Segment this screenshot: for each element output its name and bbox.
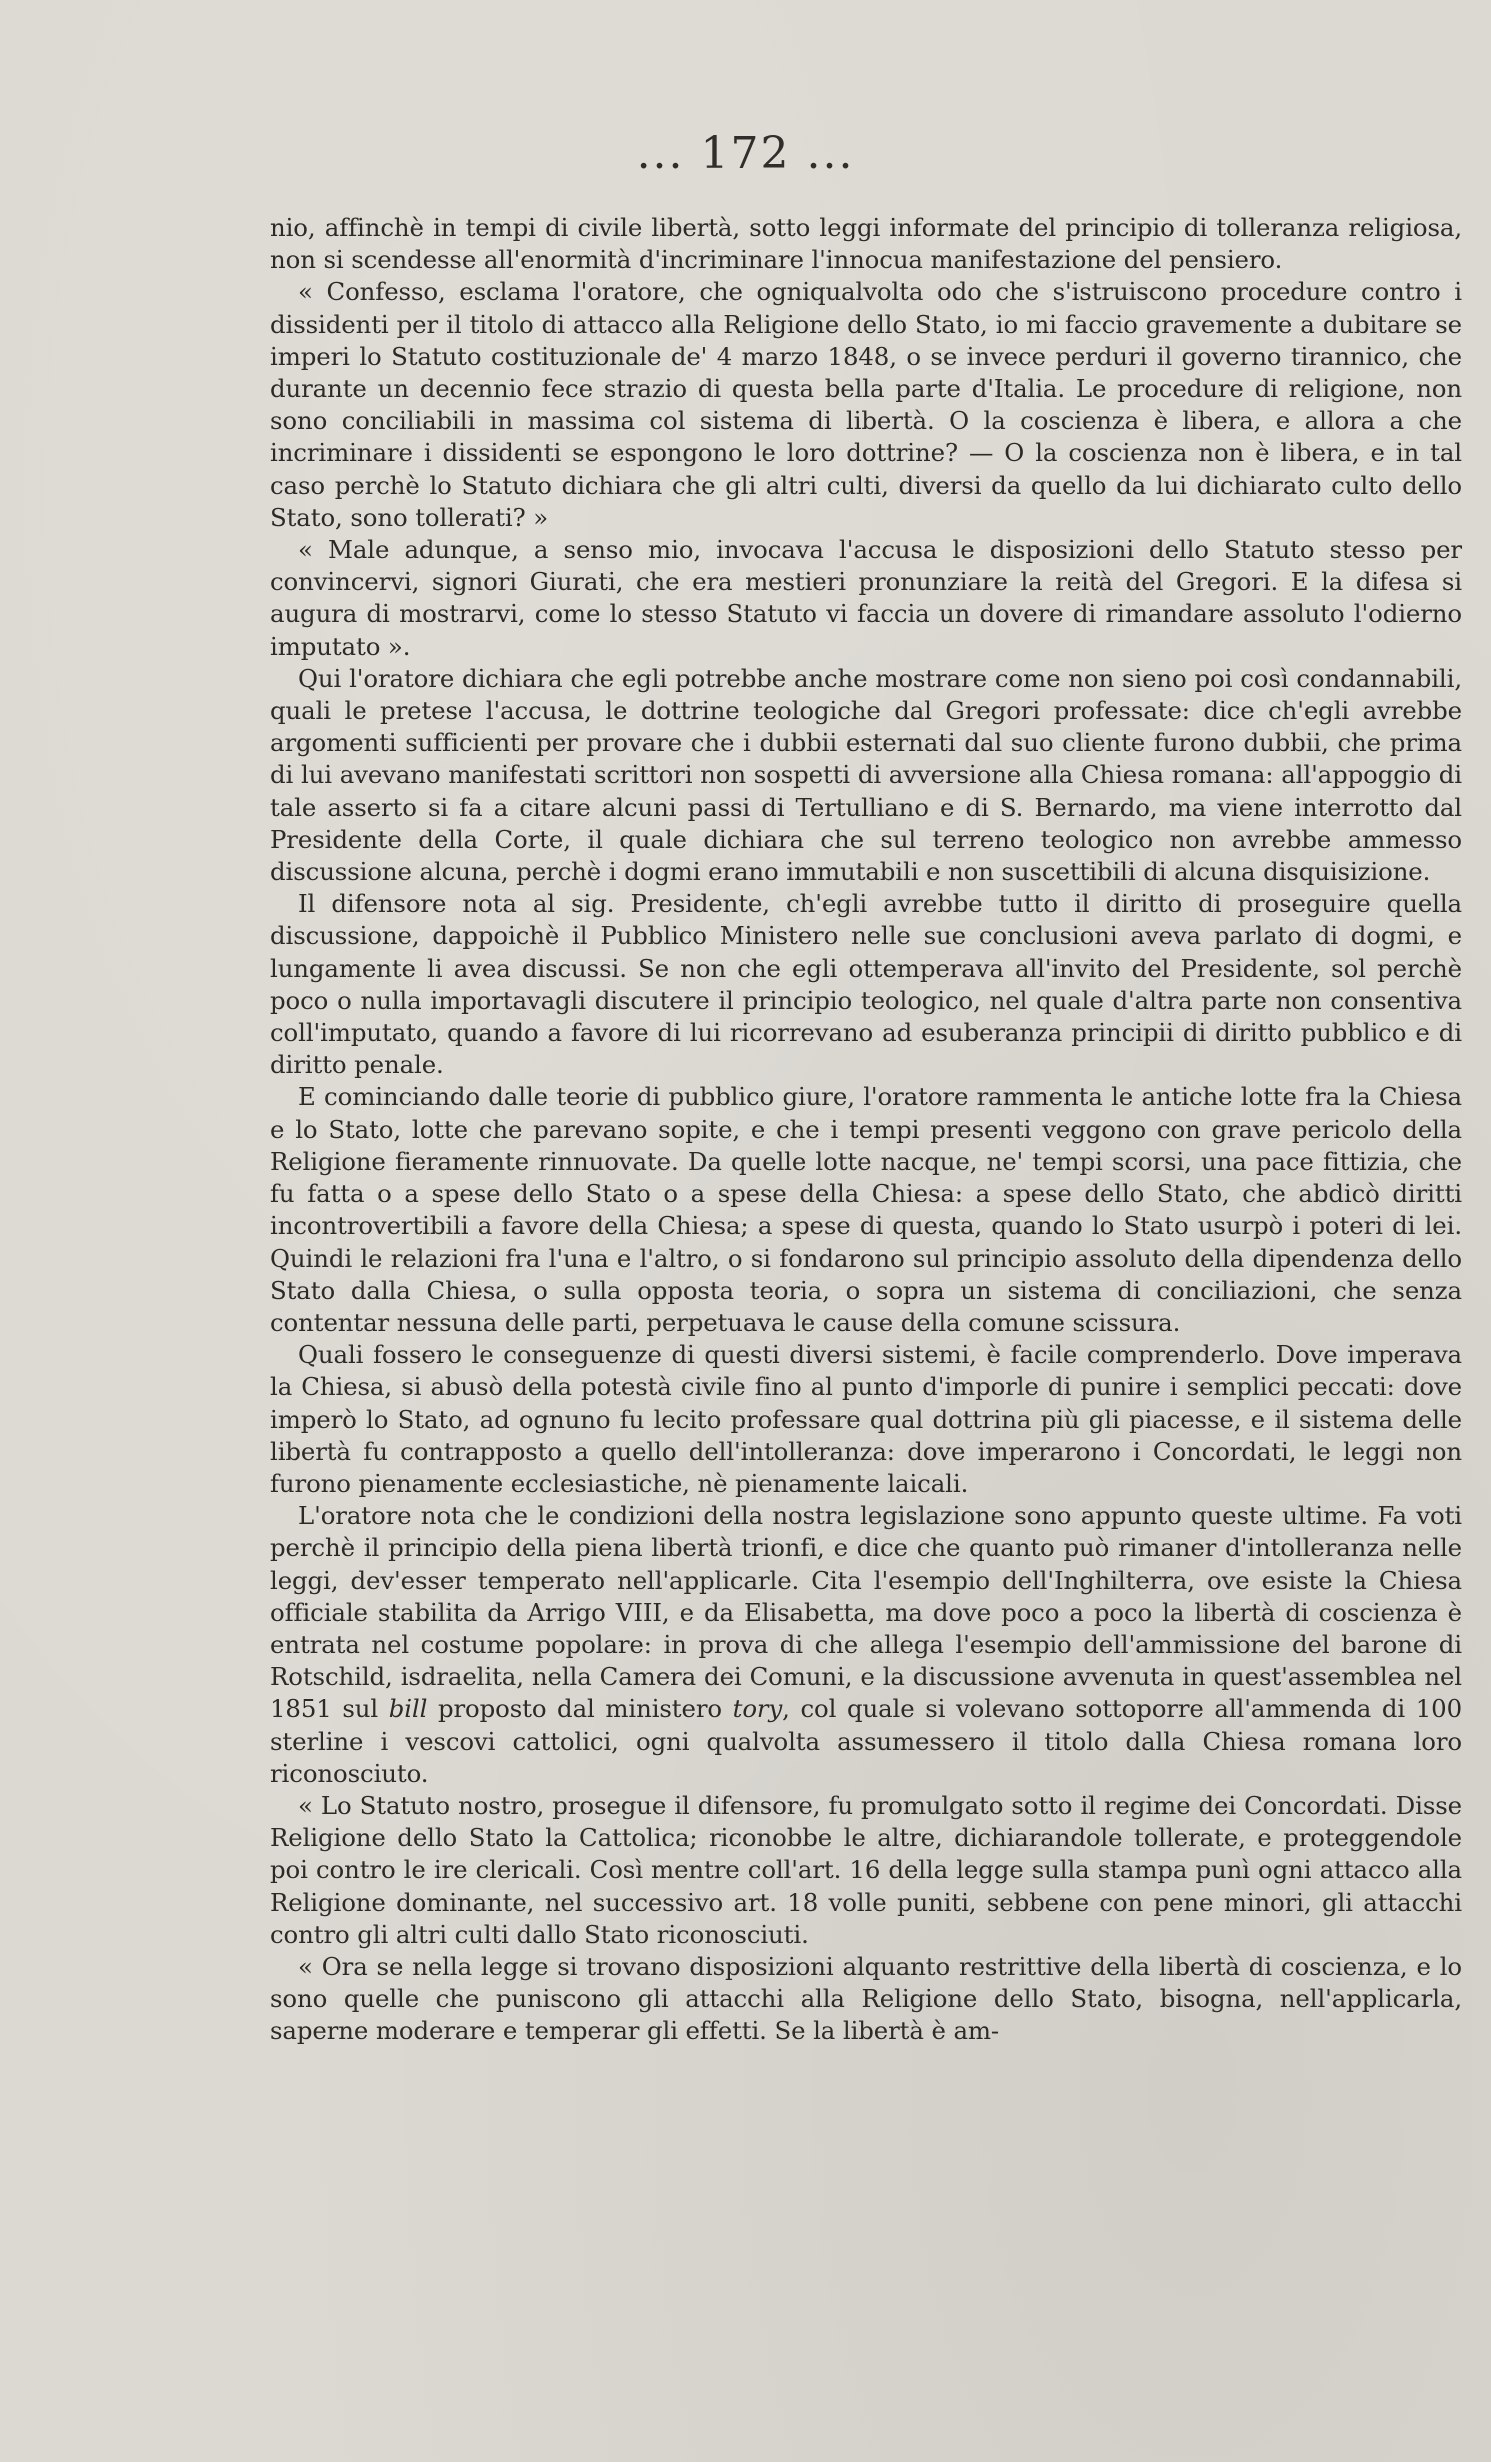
italic-tory: tory — [732, 1694, 783, 1724]
paragraph-4: Qui l'oratore dichiara che egli potrebbe anche mostrare come non sieno poi così condannabili, quali le pretese l'accusa, le dottrine teologiche dal Gregori professate: dice ch'egli avrebbe argomenti sufficienti per provare che i dubbii esternati dal suo cliente furono dubbii, che prima di lui avevano manifestati scrittori non sospetti di avversione alla Chiesa romana: all'appoggio di tale asserto si fa a citare alcuni passi di Tertulliano e di S. Bernardo, ma viene interrotto dal Presidente della Corte, il quale dichiara che sul terreno teologico non avrebbe ammesso discussione alcuna, perchè i dogmi erano immutabili e non suscettibili di alcuna disquisizione. — [270, 663, 1462, 887]
paragraph-8-tail: , col quale si volevano sottoporre all'ammenda di 100 sterline i vescovi cattolici, ogni qualvolta assumessero il titolo dalla Chiesa romana loro riconosciuto. — [270, 1694, 1462, 1788]
paragraph-8 — [270, 1500, 1462, 1790]
paragraph-5: Il difensore nota al sig. Presidente, ch'egli avrebbe tutto il diritto di proseguire quella discussione, dappoichè il Pubblico Ministero nelle sue conclusioni aveva parlato di dogmi, e lungamente li avea discussi. Se non che egli ottemperava all'invito del Presidente, sol perchè poco o nulla importavagli discutere il principio teologico, nel quale d'altra parte non consentiva coll'imputato, quando a favore di lui ricorrevano ad esuberanza principii di diritto pubblico e di diritto penale. — [270, 889, 1462, 1080]
paragraph-2: « Confesso, esclama l'oratore, che ogniqualvolta odo che s'istruiscono procedure contro i dissidenti per il titolo di attacco alla Religione dello Stato, io mi faccio gravemente a dubitare se imperi lo Statuto costituzionale de' 4 marzo 1848, o se invece perduri il governo tirannico, che durante un decennio fece strazio di questa bella parte d'Italia. Le procedure di religione, non sono conciliabili in massima col sistema di libertà. O la coscienza è libera, e allora a che incriminare i dissidenti se espongono le loro dottrine? — O la coscienza non è libera, e in tal caso perchè lo Statuto dichiara che gli altri culti, diversi da quello da lui dichiarato culto dello Stato, sono tollerati? » — [270, 277, 1462, 532]
paragraph-10: « Ora se nella legge si trovano disposizioni alquanto restrittive della libertà di coscienza, e lo sono quelle che puniscono gli attacchi alla Religione dello Stato, bisogna, nell'applicarla, saperne moderare e temperar gli effetti. Se la libertà è am- — [270, 1951, 1462, 2046]
italic-bill: bill — [388, 1694, 428, 1724]
paragraph-8-mid: proposto dal ministero — [427, 1694, 733, 1724]
paragraph-9: « Lo Statuto nostro, prosegue il difensore, fu promulgato sotto il regime dei Concordati. Disse Religione dello Stato la Cattolica; riconobbe le altre, dichiarandole tollerate, e proteggendole poi contro le ire clericali. Così mentre coll'art. 16 della legge sulla stampa punì ogni attacco alla Religione dominante, nel successivo art. 18 volle puniti, sebbene con pene minori, gli attacchi contro gli altri culti dallo Stato riconosciuti. — [270, 1790, 1462, 1949]
paragraph-6: E cominciando dalle teorie di pubblico giure, l'oratore rammenta le antiche lotte fra la Chiesa e lo Stato, lotte che parevano sopite, e che i tempi presenti veggono con grave pericolo della Religione fieramente rinnuovate. Da quelle lotte nacque, ne' tempi scorsi, una pace fittizia, che fu fatta o a spese dello Stato o a spese della Chiesa: a spese dello Stato, che abdicò diritti incontrovertibili a favore della Chiesa; a spese di questa, quando lo Stato usurpò i poteri di lei. Quindi le relazioni fra l'una e l'altro, o si fondarono sul principio assoluto della dipendenza dello Stato dalla Chiesa, o sulla opposta teoria, o sopra un sistema di conciliazioni, che senza contentar nessuna delle parti, perpetuava le cause della comune scissura. — [270, 1082, 1462, 1337]
body-text — [270, 212, 1462, 2048]
paragraph-8-text: L'oratore nota che le condizioni della nostra legislazione sono appunto queste ultime. Fa voti perchè il principio della piena libertà trionfi, e dice che quanto può rimaner d'intolleranza nelle leggi, dev'esser temperato nell'applicarle. Cita l'esempio dell'Inghilterra, ove esiste la Chiesa officiale stabilita da Arrigo VIII, e da Elisabetta, ma dove poco a poco la libertà di coscienza è entrata nel costume popolare: in prova di che allega l'esempio dell'ammissione del barone di Rotschild, isdraelita, nella Camera dei Comuni, e la discussione avvenuta in quest'assemblea nel 1851 sul — [270, 1501, 1462, 1724]
page-number: ... 172 ... — [636, 128, 855, 179]
paragraph-1: nio, affinchè in tempi di civile libertà, sotto leggi informate del principio di tolleranza religiosa, non si scendesse all'enormità d'incriminare l'innocua manifestazione del pensiero. — [270, 213, 1462, 275]
paragraph-3: « Male adunque, a senso mio, invocava l'accusa le disposizioni dello Statuto stesso per convincervi, signori Giurati, che era mestieri pronunziare la reità del Gregori. E la difesa si augura di mostrarvi, come lo stesso Statuto vi faccia un dovere di rimandare assoluto l'odierno imputato ». — [270, 535, 1462, 661]
paragraph-7: Quali fossero le conseguenze di questi diversi sistemi, è facile comprenderlo. Dove imperava la Chiesa, si abusò della potestà civile fino al punto d'imporle di punire i semplici peccati: dove imperò lo Stato, ad ognuno fu lecito professare qual dottrina più gli piacesse, e il sistema delle libertà fu contrapposto a quello dell'intolleranza: dove imperarono i Concordati, le leggi non furono pienamente ecclesiastiche, nè pienamente laicali. — [270, 1340, 1462, 1498]
